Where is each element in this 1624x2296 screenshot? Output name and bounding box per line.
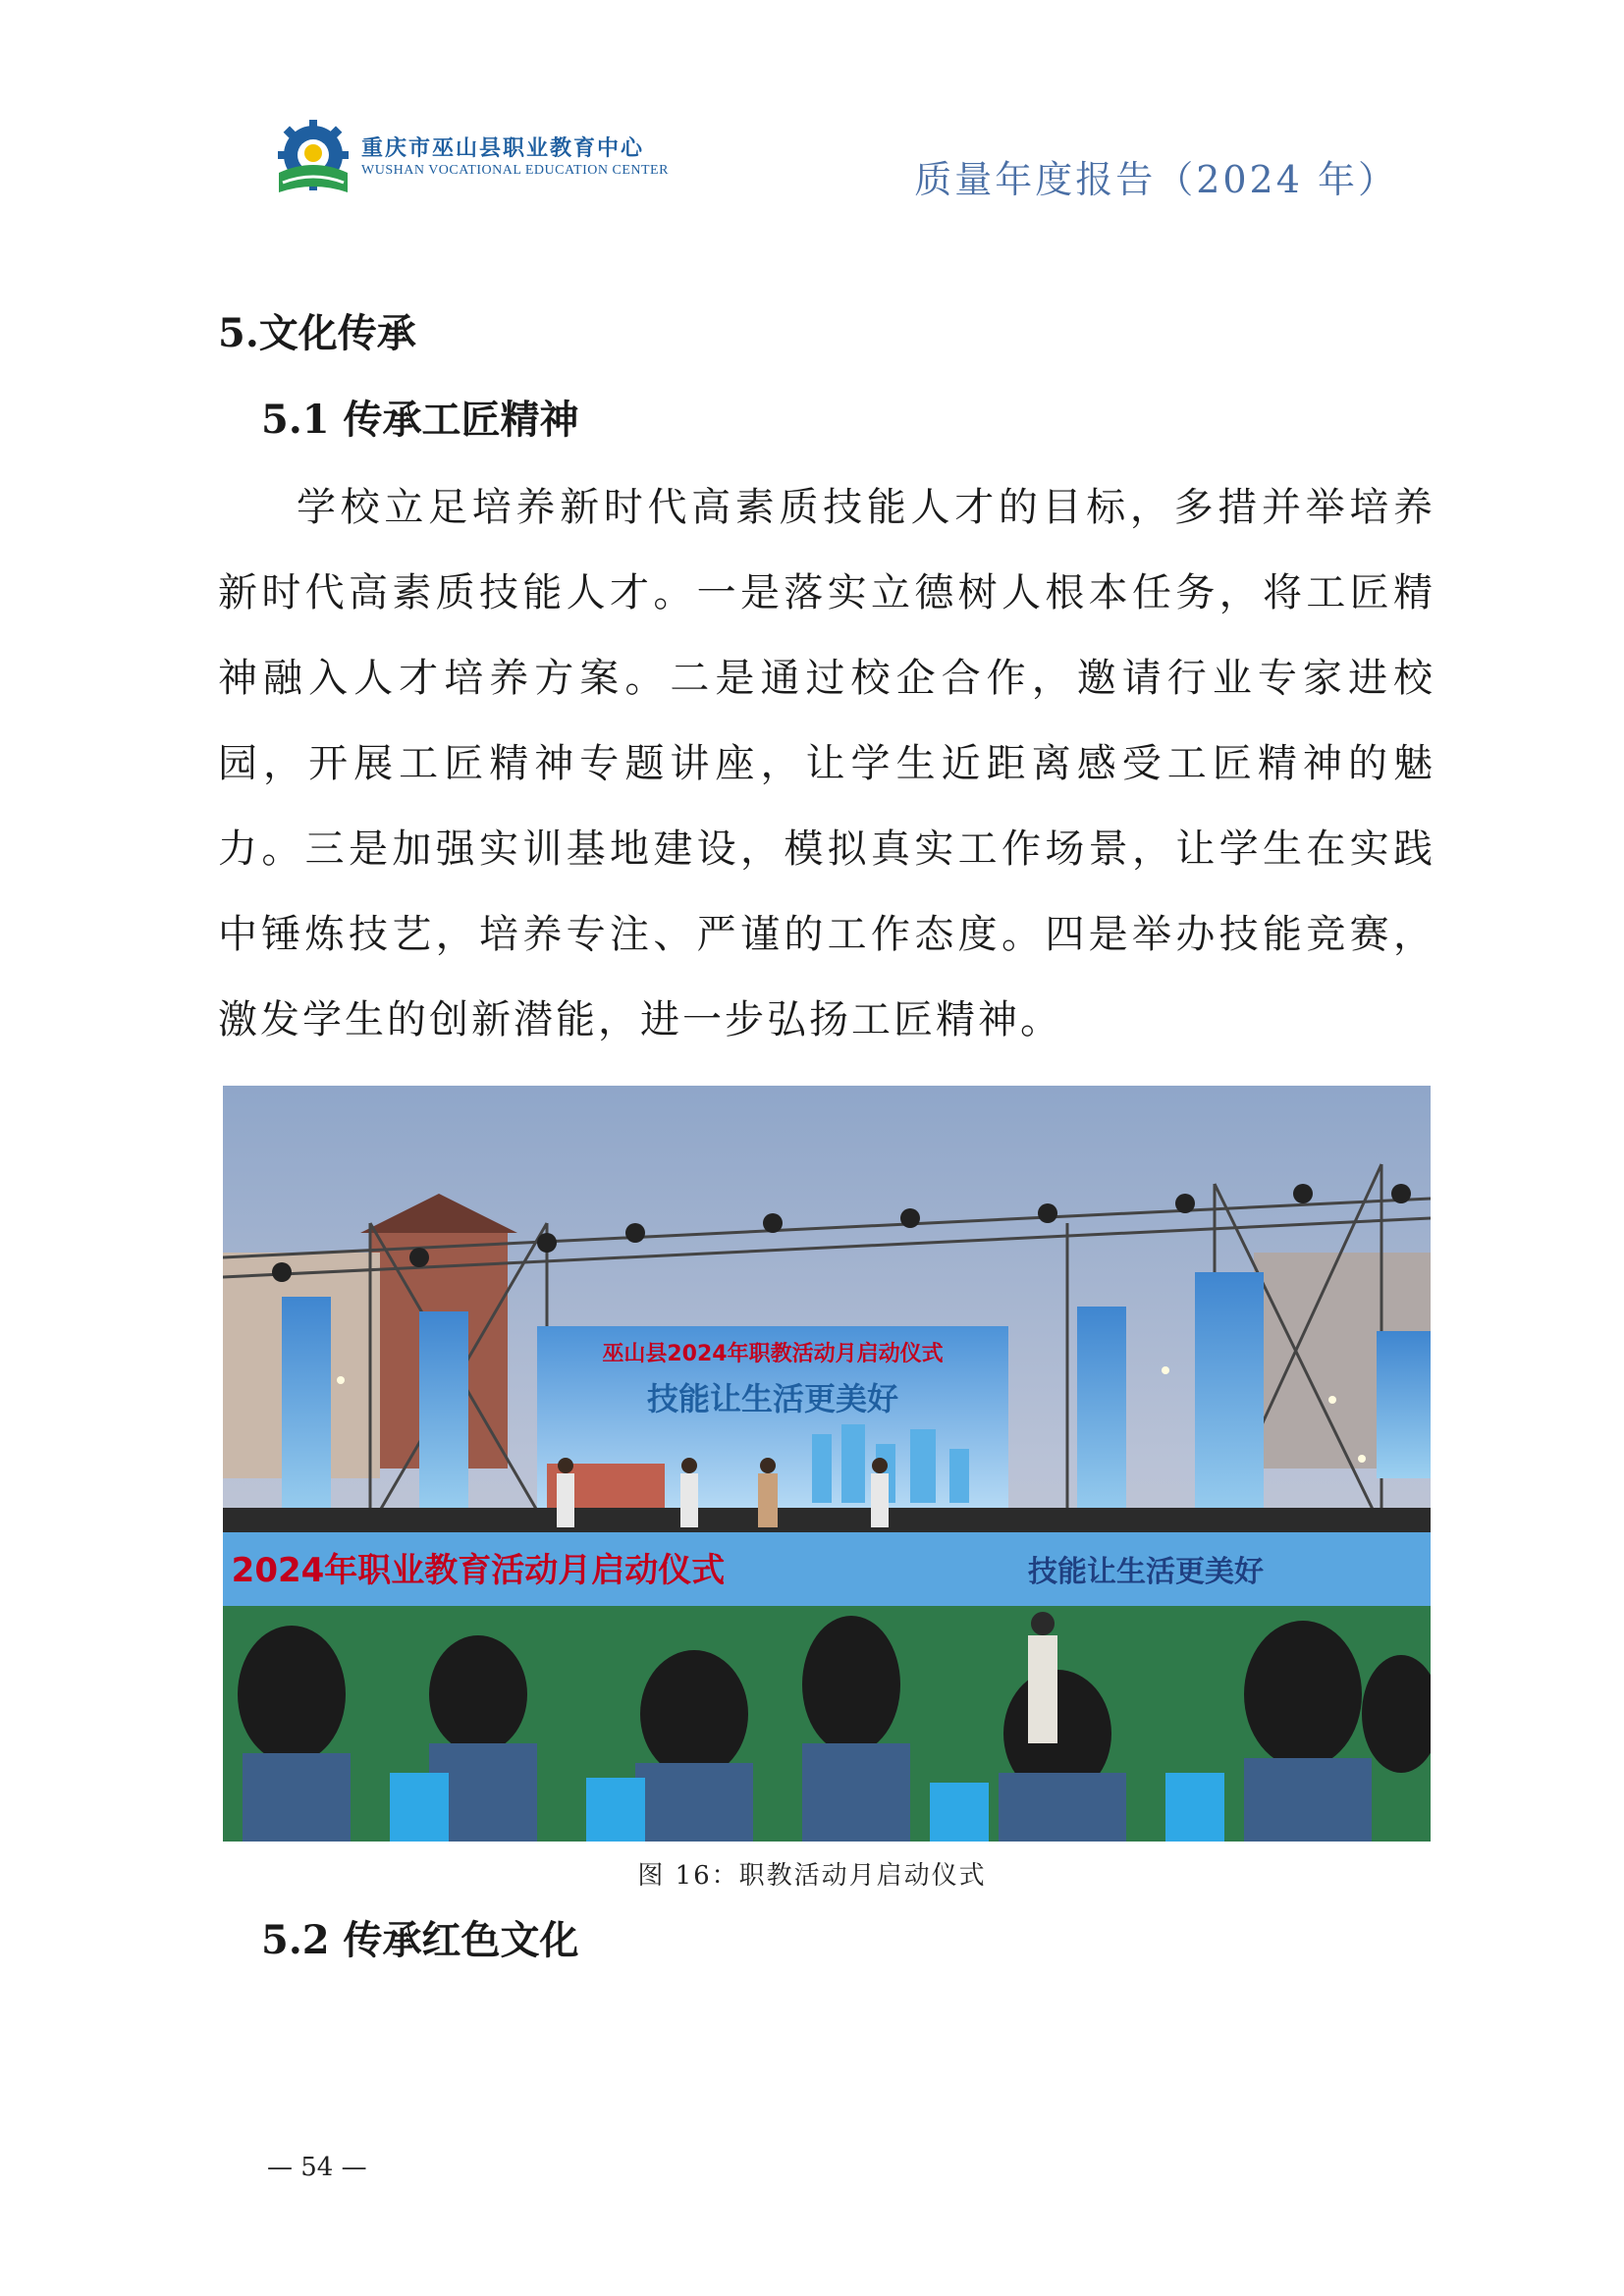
subsection-heading-craftsman: 5.1 传承工匠精神	[261, 397, 579, 443]
body-paragraph	[218, 465, 1435, 1063]
banner-text: 2024年职业教育活动月启动仪式	[231, 1551, 726, 1590]
logo-english-name: WUSHAN VOCATIONAL EDUCATION CENTER	[361, 163, 669, 178]
screen-title-text: 巫山县2024年职教活动月启动仪式	[602, 1342, 944, 1366]
ceremony-photo-image	[223, 1086, 1431, 1842]
school-logo	[273, 118, 669, 196]
page-number: — 54 —	[267, 2153, 367, 2182]
gear-logo-icon	[273, 118, 353, 198]
screen-slogan-text: 技能让生活更美好	[646, 1380, 899, 1417]
subsection-heading-red-culture: 5.2 传承红色文化	[261, 1917, 579, 1963]
report-title: 质量年度报告（2024 年）	[914, 158, 1398, 201]
section-heading: 5.文化传承	[218, 310, 416, 356]
event-photo	[223, 1086, 1431, 1842]
paragraph-text: 学校立足培养新时代高素质技能人才的目标，多措并举培养新时代高素质技能人才。一是落实立德树人根本任务，将工匠精神融入人才培养方案。二是通过校企合作，邀请行业专家进校园，开展工匠精神专题讲座，让学生近距离感受工匠精神的魅力。三是加强实训基地建设，模拟真实工作场景，让学生在实践中锤炼技艺，培养专注、严谨的工作态度。四是举办技能竞赛，激发学生的创新潜能，进一步弘扬工匠精神。	[218, 485, 1435, 1042]
figure-caption: 图 16：职教活动月启动仪式	[637, 1861, 987, 1891]
banner-slogan: 技能让生活更美好	[1028, 1555, 1264, 1589]
logo-chinese-name: 重庆市巫山县职业教育中心	[361, 135, 645, 161]
